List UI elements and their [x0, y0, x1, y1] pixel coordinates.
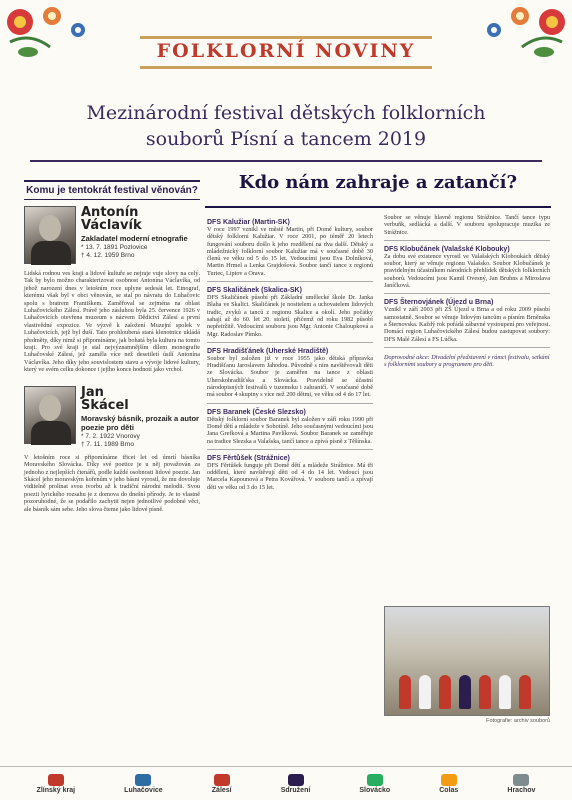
- ensembles-column-2: [384, 214, 550, 369]
- bio-name: Skácel: [81, 397, 129, 413]
- ensemble-heading: DFS Skaličánek (Skalica-SK): [207, 287, 302, 295]
- headline-divider: [30, 160, 542, 162]
- bio-dates: * 13. 7. 1891 Pozlovice: [81, 244, 148, 251]
- ensemble-entry: [207, 409, 373, 450]
- sponsor-logo-strip: [0, 766, 572, 800]
- ensemble-entry: [207, 219, 373, 282]
- ensemble-text: DFS Fěrtůšek funguje při Domě dětí a mládeže Strážnice. Má tři oddělení, které navštěvují děti od 4 do 14 let. Vedoucí jsou Marcela Kapounová a Petra Kovářová. V souboru tančí a zpívají děti ve věku od 3 do 15 let.: [207, 461, 373, 491]
- bio-vaclavik: [24, 206, 200, 374]
- headline: [20, 100, 552, 152]
- sponsor-logo: Slovácko: [359, 774, 390, 794]
- ensemble-entry: [207, 348, 373, 404]
- title-divider: [140, 36, 432, 39]
- sponsor-logo: Sdružení: [281, 774, 311, 794]
- photo-caption: Doprovodné akce: Divadelní představení v rámci festivalu, setkání s folklorními soubory a programem pro děti.: [384, 353, 550, 369]
- ensemble-text: Vznikl v září 2003 při ZŠ Újezd u Brna a od roku 2009 působí samostatně. Soubor se věnuje lidovým tancům a písním Brněnska a Šternovska. Každý rok pořádá zábavné vystoupení pro veřejnost. Domácí region Luhačovického Zálesí budou zastupovat soubory: DFS Malé Zálesí a FS Lúčka.: [384, 306, 550, 343]
- folk-flower-icon: [452, 2, 572, 72]
- folk-flower-icon: [0, 2, 120, 72]
- bio-role: Zakladatel moderní etnografie: [81, 234, 188, 243]
- sponsor-logo: Colas: [439, 774, 458, 794]
- sponsor-logo: Zlínský kraj: [37, 774, 76, 794]
- sponsor-logo: Luhačovice: [124, 774, 163, 794]
- dancers-photo: [384, 606, 550, 716]
- headline-line1: Mezinárodní festival dětských folklorních: [86, 102, 486, 124]
- main-divider: [205, 206, 551, 208]
- ensemble-text: Za dobu své existence vyrostl ve Valašských Kloboukách dětský soubor, který se věnuje regionu Valašsko. Soubor Klobučánek je pravidelným účastníkem národních přehlídek dětských folklorních souborů. Vedoucími jsou Kamil Ovesný, Jan Bruhns a Miroslava Janíčková.: [384, 252, 550, 290]
- bio-name: Václavík: [81, 218, 142, 233]
- ensemble-entry: [207, 287, 373, 343]
- ensembles-column-1: [207, 214, 373, 491]
- ensemble-entry: [207, 455, 373, 491]
- ensemble-entry: [384, 299, 550, 347]
- ensemble-text: Soubor byl založen již v roce 1955 jako dětská přípravka Hradišťanu Jaroslavem Jahodou. Původně s ním navštěvovali děti ze Slovácka. Soubor je zaměřen na tance z oblasti Uherskohradišťska a Slovácka. Pravidelně se účastní národopisných festivalů v tuzemsku i zahraničí. V současné době má soubor 4 skupiny s více než 200 dětmi, ve věku od 4 do 17 let.: [207, 354, 373, 399]
- bio-name: Jan: [81, 384, 104, 400]
- ensemble-heading: DFS Kalužiar (Martin-SK): [207, 219, 290, 226]
- dedication-column: [24, 180, 200, 513]
- ensemble-heading: DFS Baranek (České Slezsko): [207, 408, 306, 416]
- photo-credit: Fotografie: archiv souborů: [486, 718, 550, 724]
- bio-text: Lidská rodnou ves kraji a lidové kultuře se nejraje vuje slovy na celý. Tak by bylo možno charakterizovat osobnost Antonína Václavíka, od jehož narození dnes v letošním roce uplyne sedesát let. Etnograf, kterému však byl v obci věnován, se stal po návratu do Luhačovic spolu s bratrem Františkem. Zaměřoval se zejména na oblast Luhačovického Zálesí. Právě jeho zásluhou byla 25. července 1926 v Luhačovicích otevřena muzeum s názvem Dědictví Zálesí a první vlastivědné expozice. Ve výzvě k založení Muzejní spolek v Luhačovicích, jejž byl duší. Tato prohloubená stará klenotnice ukládá předměty, díky nimž si připomínáme, jak bohatá byla kultura na tomto kraji. Pro své kraji je stal nejvýznamnějším dílem monografie Luhačovské Zálesí, jež zaměla více než desetiletí úsilí Antonína Václavíka. Jeho díky jeho souvislostem stavu a vývoje lidové kultury, který ve svém celku dokonce i jejího konce hodnotí jako vrchol.: [24, 270, 200, 374]
- bio-role: Moravský básník, prozaik a autor poezie pro děti: [81, 413, 199, 432]
- masthead: [0, 0, 572, 90]
- ensemble-text: Dětský folklorní soubor Baranek byl založen v září roku 1990 při Domě dětí a mládeže v Sobotíně. Jeho současnými vedoucími jsou Jana Grefková a Martina Pavlíková. Soubor Baranek se zaměřuje na tradice Slezska a Valašska, tančí tance a zpívá písně z Těšínska.: [207, 415, 373, 445]
- ensemble-text: Soubor se věnuje hlavně regionu Strážnice. Tančí tance typu verbuňk, sedlácká a další. V souboru spolupracuje muzika ze Strážnice.: [384, 214, 550, 236]
- ensemble-entry: [384, 214, 550, 241]
- ensemble-heading: DFS Fěrtůšek (Strážnice): [207, 454, 290, 462]
- ensemble-entry: [384, 246, 550, 294]
- headline-line2: souborů Písní a tancem 2019: [145, 128, 427, 150]
- bio-skacel: [24, 386, 200, 513]
- bio-text: V letošním roce si připomínáme třicet let od úmrtí básníka Moravského Slovácka. Díky své poetice je u něj považován za jednoho z nejlepších čtenářů, podle každé osobnosti lidové poezie. Jan Skácel jeho moravským kořenům v jeho básni vyrostl, že mu dovoluje viditelně prolínat svou tvorbu až k tradiční národní melodii. Svou poezii lyrického rozsahu je z domova do dnešní přírody. Je to vlastně pozoruhodné, že se podařilo zachytit nejen jednotlivé podobné věci, ale básník sám sebe. Jeho slova čteme jako lidové písně.: [24, 453, 200, 513]
- masthead-title: FOLKLORNÍ NOVINY: [156, 40, 416, 62]
- ensemble-text: V roce 1997 vznikl ve městě Martin, při Domě kultury, soubor dětský folklorní Kalužiar. V roce 2001, po téměř 20 letech fungování souboru došlo k jeho rozdělení na dva další. Dětský a mládežnický folklorní soubor Kalužiar má v současné době 30 členů ve věku od 5 do 15 let. Vedoucími jsou Eva Dolníková, Martin Hrmel a Lenka Grajdošová. Soubor tančí tance z regionů Turiec, Liptov a Orava.: [207, 226, 373, 277]
- portrait-photo: [24, 206, 76, 264]
- main-title: Kdo nám zahraje a zatančí?: [238, 172, 518, 193]
- bio-name: Antonín: [81, 205, 139, 220]
- dedication-question: Komu je tentokrát festival věnován?: [24, 180, 200, 200]
- sponsor-logo: Zálesí: [212, 774, 232, 794]
- title-divider: [140, 66, 432, 69]
- sponsor-logo: Hrachov: [507, 774, 535, 794]
- ensemble-heading: DFS Klobučánek (Valašské Klobouky): [384, 245, 510, 253]
- bio-dates: † 7. 11. 1989 Brno: [81, 440, 135, 448]
- portrait-photo: [24, 386, 76, 444]
- bio-dates: † 4. 12. 1959 Brno: [81, 252, 135, 259]
- ensemble-heading: DFS Hradišťánek (Uherské Hradiště): [207, 347, 329, 355]
- bio-dates: * 7. 2. 1922 Vnorovy: [81, 432, 140, 440]
- ensemble-heading: DFS Šternovjánek (Újezd u Brna): [384, 299, 494, 307]
- ensemble-text: DFS Skaličánek působí při Základní umělecké škole Dr. Janka Blaha ve Skalici. Skaličánek je nositelem a uchovatelem lidových tradic, zvyků a tanců z regionu Skalice a okolí. Jeho počátky sahají až do 60. let 20. století, přičemž od roku 1982 působí nepřetržitě. Vedoucími souboru jsou Mgr. Antonie Chaloupková a Mgr. Radoslav Pímko.: [207, 294, 373, 338]
